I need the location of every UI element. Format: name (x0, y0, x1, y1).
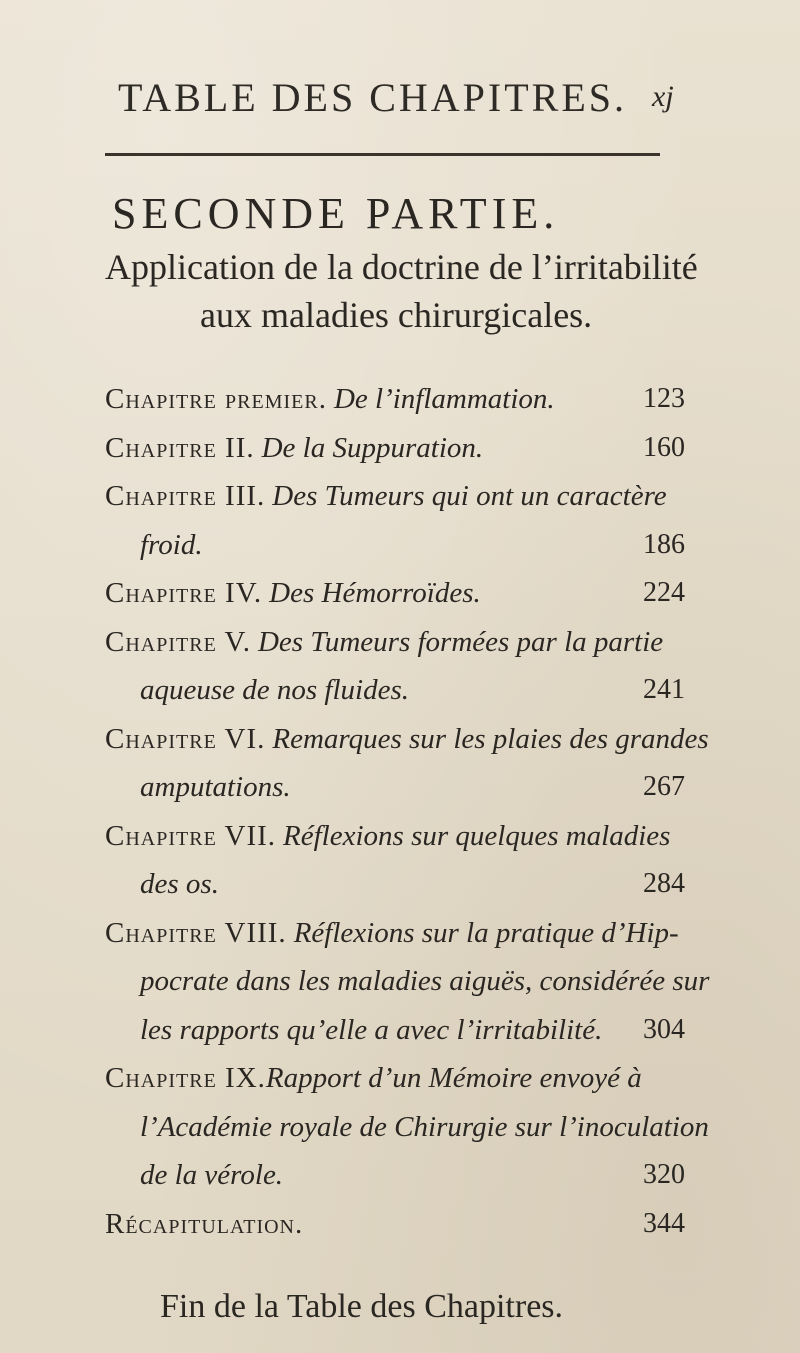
chapter-label: Chapitre VI. (105, 722, 266, 755)
page-folio: xj (652, 80, 674, 113)
chapter-label: Chapitre VII. (105, 819, 277, 852)
toc-entry-2 (105, 432, 685, 476)
header-rule (105, 153, 660, 156)
chapter-label: Chapitre II. (105, 431, 255, 464)
chapter-title-cont: les rapports qu’elle a avec l’irritabilité. (140, 1013, 603, 1046)
chapter-label: Chapitre VIII. (105, 916, 287, 949)
chapter-title-cont: froid. (140, 528, 203, 561)
chapter-label: Chapitre V. (105, 625, 251, 658)
toc-entry-8-cont2 (140, 1014, 685, 1058)
chapter-label: Chapitre premier. (105, 383, 327, 415)
chapter-title-cont: l’Académie royale de Chirurgie sur l’inoculation (140, 1110, 709, 1143)
toc-entry-1 (105, 383, 685, 427)
page-number: 284 (643, 868, 685, 899)
toc-entry-9 (105, 1062, 685, 1106)
chapter-title: Des Hémorroïdes. (269, 577, 481, 609)
chapter-title-cont: des os. (140, 868, 219, 900)
page-number: 123 (643, 383, 685, 414)
chapter-title: Rapport d’un Mémoire envoyé à (265, 1062, 642, 1094)
chapter-title: De la Suppuration. (261, 431, 484, 464)
toc-entry-7-cont (140, 868, 685, 912)
chapter-label: Récapitulation. (105, 1207, 304, 1240)
toc-entry-3-cont (140, 529, 685, 573)
toc-entry-8 (105, 917, 685, 961)
toc-entry-6-cont (140, 771, 685, 815)
part-subtitle-line-2: aux maladies chirurgicales. (200, 295, 593, 335)
toc-entry-9-cont2 (140, 1159, 685, 1203)
chapter-title: Réflexions sur la pratique d’Hip- (293, 916, 679, 949)
chapter-label: Chapitre IV. (105, 577, 263, 609)
toc-entry-3 (105, 480, 685, 524)
page-number: 267 (643, 771, 685, 802)
toc-entry-8-cont (140, 965, 710, 1009)
toc-entry-4 (105, 577, 685, 621)
part-subtitle-line-1: Application de la doctrine de l’irritabilité (105, 247, 698, 287)
chapter-title-cont: aqueuse de nos fluides. (140, 674, 410, 706)
chapter-label: Chapitre IX. (105, 1062, 266, 1094)
toc-entry-10 (105, 1208, 685, 1252)
chapter-title: Des Tumeurs qui ont un caractère (272, 480, 667, 512)
toc-entry-6 (105, 722, 709, 767)
page-number: 186 (643, 528, 685, 560)
page-number: 224 (643, 577, 685, 608)
end-of-table-note: Fin de la Table des Chapitres. (160, 1287, 564, 1325)
chapter-title: Remarques sur les plaies des grandes (272, 722, 709, 755)
chapter-title: Réflexions sur quelques maladies (283, 819, 671, 852)
page-number: 344 (643, 1207, 685, 1239)
page-number: 241 (643, 674, 685, 705)
page-number: 304 (643, 1013, 685, 1045)
chapter-title: Des Tumeurs formées par la partie (257, 625, 664, 658)
chapter-label: Chapitre III. (105, 480, 266, 512)
page-number: 320 (643, 1159, 685, 1190)
chapter-title-cont: amputations. (140, 771, 291, 803)
toc-entry-7 (105, 820, 685, 864)
page-number: 160 (643, 431, 685, 463)
chapter-title: De l’inflammation. (333, 383, 555, 415)
toc-entry-5-cont (140, 674, 685, 718)
running-head-title: TABLE DES CHAPITRES. (118, 75, 628, 120)
chapter-title-cont: pocrate dans les maladies aiguës, considérée sur (140, 965, 710, 997)
chapter-title-cont: de la vérole. (140, 1159, 284, 1191)
toc-entry-9-cont (140, 1110, 709, 1155)
toc-entry-5 (105, 626, 685, 670)
part-title: SECONDE PARTIE. (112, 189, 560, 238)
